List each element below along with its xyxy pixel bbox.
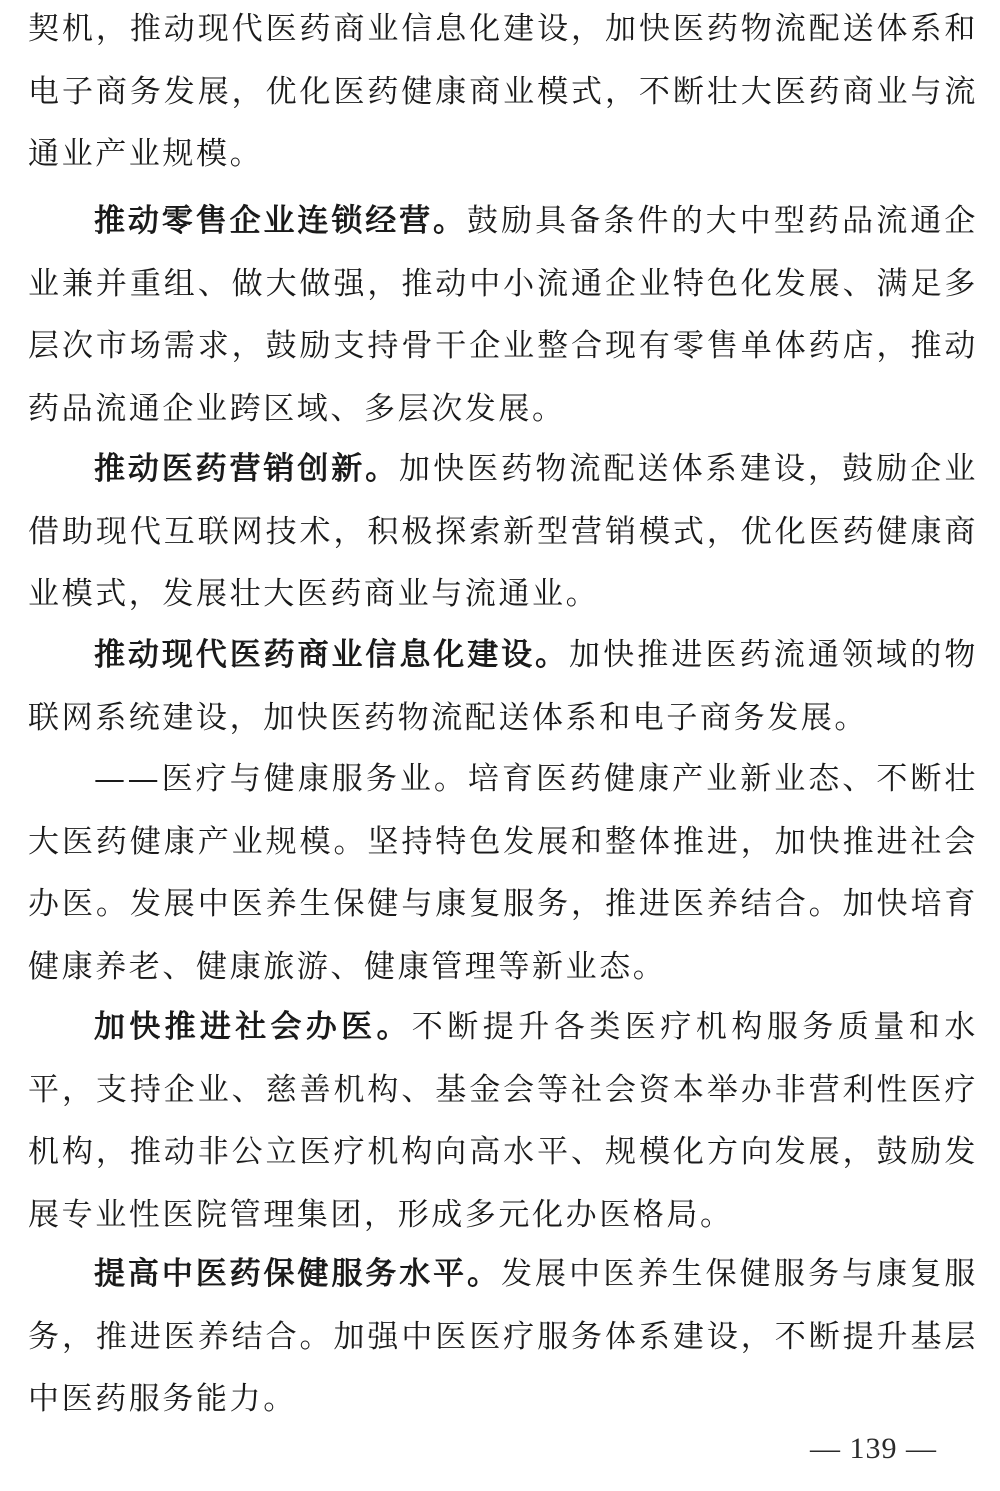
page-number: — 139 — bbox=[810, 1432, 937, 1465]
paragraph-social-medical bbox=[28, 996, 978, 1246]
paragraph-heading: 加快推进社会办医。 bbox=[94, 1009, 412, 1045]
paragraph-text: 鼓励具备条件的大中型药品流通企业兼并重组、做大做强，推动中小流通企业特色化发展、满足多层次市场需求，鼓励支持骨干企业整合现有零售单体药店，推动药品流通企业跨区域、多层次发展。 bbox=[28, 203, 979, 427]
paragraph-text: 加快医药物流配送体系建设，鼓励企业借助现代互联网技术，积极探索新型营销模式，优化医药健康商业模式，发展壮大医药商业与流通业。 bbox=[28, 451, 978, 612]
paragraph-marketing-innovation bbox=[28, 438, 978, 626]
paragraph-text: 发展中医养生保健服务与康复服务，推进医养结合。加强中医医疗服务体系建设，不断提升基层中医药服务能力。 bbox=[28, 1256, 978, 1417]
paragraph-tcm-services bbox=[28, 1243, 978, 1431]
paragraph-text: 契机，推动现代医药商业信息化建设，加快医药物流配送体系和电子商务发展，优化医药健康商业模式，不断壮大医药商业与流通业产业规模。 bbox=[28, 11, 978, 172]
paragraph-retail-chain bbox=[28, 190, 978, 440]
paragraph-text: 不断提升各类医疗机构服务质量和水平，支持企业、慈善机构、基金会等社会资本举办非营利性医疗机构，推动非公立医疗机构向高水平、规模化方向发展，鼓励发展专业性医院管理集团，形成多元化办医格局。 bbox=[28, 1009, 978, 1233]
paragraph-health-services bbox=[28, 748, 978, 998]
paragraph-text: 加快推进医药流通领域的物联网系统建设，加快医药物流配送体系和电子商务发展。 bbox=[28, 637, 978, 736]
paragraph-heading: 推动医药营销创新。 bbox=[94, 451, 399, 487]
paragraph-heading: 提高中医药保健服务水平。 bbox=[94, 1256, 501, 1292]
paragraph-text: ——医疗与健康服务业。培育医药健康产业新业态、不断壮大医药健康产业规模。坚持特色发展和整体推进，加快推进社会办医。发展中医养生保健与康复服务，推进医养结合。加快培育健康养老、健康旅游、健康管理等新业态。 bbox=[28, 761, 978, 985]
paragraph-continuation bbox=[28, 0, 978, 186]
paragraph-heading: 推动现代医药商业信息化建设。 bbox=[94, 637, 569, 673]
paragraph-informatization bbox=[28, 624, 978, 749]
paragraph-heading: 推动零售企业连锁经营。 bbox=[94, 203, 467, 239]
